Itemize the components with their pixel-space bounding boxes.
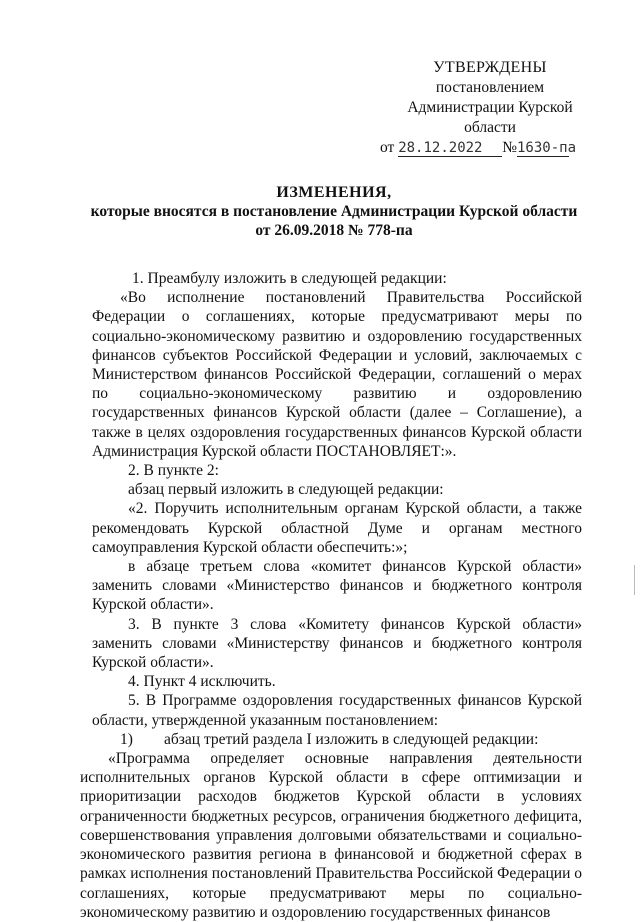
paragraph-6: в абзаце третьем слова «комитет финансов Курской области» заменить словами «Министерство финансов и бюджетного контроля Курской области». <box>92 558 582 614</box>
list-item-text: абзац третий раздела I изложить в следующей редакции: <box>164 730 539 748</box>
list-item-number: 1) <box>120 730 133 748</box>
number-value: 1630-па <box>517 140 577 156</box>
paragraph-9: 5. В Программе оздоровления государственных финансов Курской области, утвержденной указанным постановлением: <box>92 692 582 729</box>
paragraph-5: «2. Поручить исполнительным органам Курской области, а также рекомендовать Курской областной Думе и органам местного самоуправления Курской области обеспечить:»; <box>92 500 582 556</box>
paragraph-2: «Во исполнение постановлений Правительства Российской Федерации о соглашениях, которые предусматривают меры по социально-экономическому развитию и оздоровлению государственных финансов субъектов Российской Федерации и условий, заключаемых с Министерством финансов Российской Федерации, соглашений о мерах по социально-экономическому развитию и оздоровлению государственных финансов Курской области (далее – Соглашение), а также в целях оздоровления государственных финансов Курской области Администрация Курской области ПОСТАНОВЛЯЕТ:». <box>92 289 582 460</box>
paragraph-8: 4. Пункт 4 исключить. <box>128 673 276 691</box>
heading-reference: от 26.09.2018 № 778-па <box>255 222 413 239</box>
document-body <box>80 269 582 922</box>
paragraph-3: 2. В пункте 2: <box>128 462 219 480</box>
date-value: 28.12.2022 <box>398 140 483 156</box>
approval-line-2: Администрации Курской <box>407 99 573 116</box>
approval-date-line <box>380 138 588 158</box>
paragraph-7: 3. В пункте 3 слова «Комитету финансов Курской области» заменить словами «Министерству финансов и бюджетного контроля Курской области». <box>92 615 582 672</box>
page-edge-mark <box>634 565 640 595</box>
number-field <box>517 140 577 157</box>
date-prefix: от <box>380 139 395 156</box>
document-heading <box>60 183 608 240</box>
paragraph-11: «Программа определяет основные направления деятельности исполнительных органов Курской области в сфере оптимизации и приоритизации расходов бюджетов Курской области в условиях ограниченности бюджетных ресурсов, ограничения бюджетного дефицита, совершенствования управления долговыми обязательствами и социально-экономического развития региона в финансовой и бюджетной сферах в рамках исполнения постановлений Правительства Российской Федерации о соглашениях, которые предусматривают меры по социально-экономическому развитию и оздоровлению государственных финансов <box>80 750 582 921</box>
approval-line-1: постановлением <box>435 79 545 96</box>
approval-line-3: области <box>464 119 516 136</box>
list-item-1 <box>92 730 582 749</box>
approval-title: УТВЕРЖДЕНЫ <box>433 59 547 76</box>
heading-title: ИЗМЕНЕНИЯ, <box>276 184 392 201</box>
approval-block <box>380 58 588 158</box>
date-field <box>398 140 502 157</box>
paragraph-4: абзац первый изложить в следующей редакции: <box>128 481 444 499</box>
number-prefix: № <box>502 139 517 156</box>
heading-subtitle: которые вносятся в постановление Администрации Курской области <box>90 203 578 220</box>
paragraph-1: 1. Преамбулу изложить в следующей редакции: <box>132 270 447 287</box>
